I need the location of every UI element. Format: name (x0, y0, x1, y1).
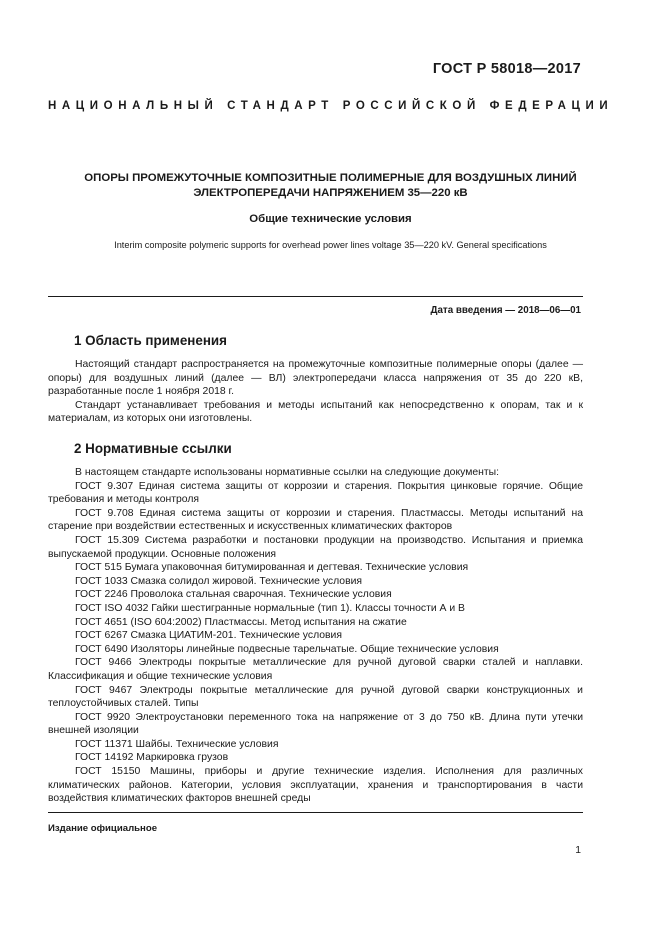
section-1-paragraph: Настоящий стандарт распространяется на промежуточные композитные полимерные опоры (далее — опоры) для воздушных линий (далее — ВЛ) электропередачи класса напряжения от 35 до 220 кВ, разработанные после 1 ноября 2018 г. (48, 359, 583, 398)
reference-item: ГОСТ 1033 Смазка солидол жировой. Технические условия (75, 575, 363, 587)
official-edition-label: Издание официальное (48, 823, 158, 834)
reference-intro: В настоящем стандарте использованы нормативные ссылки на следующие документы: (75, 467, 499, 478)
reference-item: ГОСТ 9.307 Единая система защиты от коррозии и старения. Покрытия цинковые горячие. Общие требования и методы контроля (48, 480, 583, 506)
section-2-body (48, 466, 583, 806)
section-2-heading: 2 Нормативные ссылки (74, 441, 232, 456)
reference-item: ГОСТ 2246 Проволока стальная сварочная. Технические условия (75, 589, 392, 601)
intro-date: Дата введения — 2018—06—01 (430, 305, 581, 316)
reference-item: ГОСТ 515 Бумага упаковочная битумированная и дегтевая. Технические условия (75, 562, 469, 574)
page-number: 1 (575, 845, 581, 856)
reference-item: ГОСТ 11371 Шайбы. Технические условия (75, 738, 279, 750)
title-line-1: ОПОРЫ ПРОМЕЖУТОЧНЫЕ КОМПОЗИТНЫЕ ПОЛИМЕРНЫЕ ДЛЯ ВОЗДУШНЫХ ЛИНИЙ (84, 172, 577, 184)
reference-item: ГОСТ 15.309 Система разработки и постановки продукции на производство. Испытания и приемка выпускаемой продукции. Основные положения (48, 534, 583, 560)
national-standard-caption: НАЦИОНАЛЬНЫЙ СТАНДАРТ РОССИЙСКОЙ ФЕДЕРАЦИИ (48, 100, 614, 112)
section-1-paragraph: Стандарт устанавливает требования и методы испытаний как непосредственно к опорам, так и к материалам, из которых они изготовлены. (48, 399, 583, 425)
section-1-body (48, 358, 583, 426)
reference-item: ГОСТ 9467 Электроды покрытые металлические для ручной дуговой сварки конструкционных и теплоустойчивых сталей. Типы (48, 684, 583, 710)
english-title: Interim composite polymeric supports for overhead power lines voltage 35—220 kV. General specifications (114, 240, 547, 250)
reference-item: ГОСТ 6267 Смазка ЦИАТИМ-201. Технические условия (75, 630, 342, 642)
reference-item: ГОСТ 6490 Изоляторы линейные подвесные тарельчатые. Общие технические условия (75, 643, 499, 655)
reference-item: ГОСТ 9466 Электроды покрытые металлические для ручной дуговой сварки сталей и наплавки. Классификация и общие технические условия (48, 657, 583, 682)
reference-item: ГОСТ 9920 Электроустановки переменного тока на напряжение от 3 до 750 кВ. Длина пути утечки внешней изоляции (48, 711, 583, 737)
gost-code: ГОСТ Р 58018—2017 (432, 61, 581, 77)
document-title (60, 171, 601, 201)
reference-item: ГОСТ 9.708 Единая система защиты от коррозии и старения. Пластмассы. Методы испытаний на старение при воздействии естественных и искусственных климатических факторов (48, 507, 583, 533)
document-subtitle: Общие технические условия (249, 213, 412, 225)
reference-item: ГОСТ 15150 Машины, приборы и другие технические изделия. Исполнения для различных климатических районов. Категории, условия эксплуатации, хранения и транспортирования в части воздействия климатических факторов внешней среды (48, 766, 583, 805)
footer-divider (48, 812, 583, 813)
reference-item: ГОСТ 4651 (ISO 604:2002) Пластмассы. Метод испытания на сжатие (75, 616, 407, 628)
reference-item: ГОСТ ISO 4032 Гайки шестигранные нормальные (тип 1). Классы точности А и В (75, 602, 465, 614)
title-divider (48, 296, 583, 297)
section-1-heading: 1 Область применения (74, 333, 227, 348)
reference-item: ГОСТ 14192 Маркировка грузов (75, 752, 229, 764)
title-line-2: ЭЛЕКТРОПЕРЕДАЧИ НАПРЯЖЕНИЕМ 35—220 кВ (193, 187, 468, 199)
